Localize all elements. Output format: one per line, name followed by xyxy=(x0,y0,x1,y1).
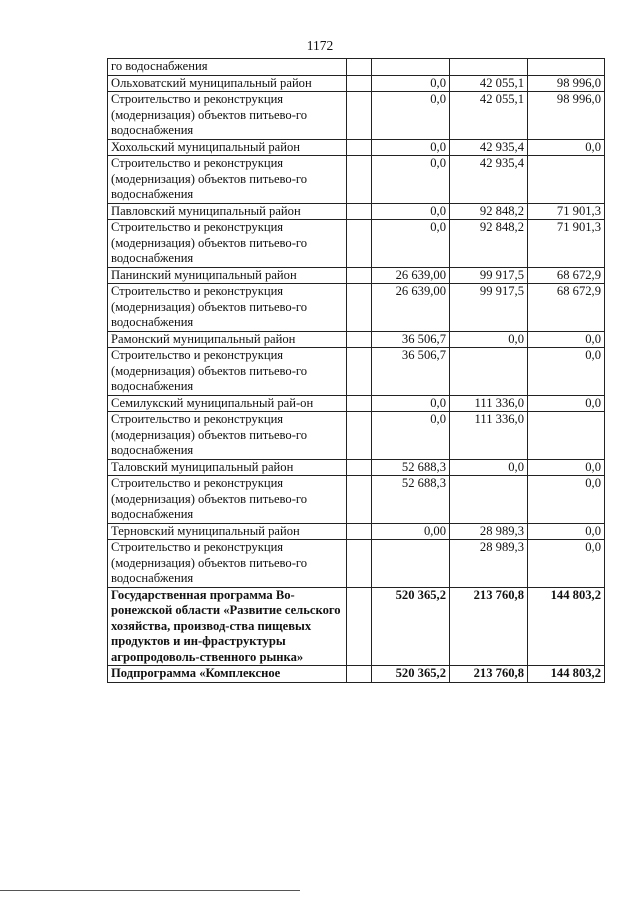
row-value-2-cell: 42 055,1 xyxy=(450,92,528,140)
row-name-cell: го водоснабжения xyxy=(108,59,347,76)
row-value-3-cell xyxy=(528,412,605,460)
row-value-3-cell: 71 901,3 xyxy=(528,203,605,220)
row-value-1-cell: 0,0 xyxy=(372,92,450,140)
row-value-3-cell: 0,0 xyxy=(528,476,605,524)
row-name-cell: Хохольский муниципальный район xyxy=(108,139,347,156)
row-value-3-cell: 98 996,0 xyxy=(528,92,605,140)
row-empty-cell xyxy=(347,476,372,524)
row-value-2-cell: 28 989,3 xyxy=(450,523,528,540)
row-value-2-cell xyxy=(450,348,528,396)
row-value-1-cell: 0,0 xyxy=(372,395,450,412)
row-value-2-cell xyxy=(450,476,528,524)
row-value-2-cell: 42 935,4 xyxy=(450,139,528,156)
row-value-1-cell: 520 365,2 xyxy=(372,587,450,666)
table-row xyxy=(108,59,605,76)
row-empty-cell xyxy=(347,412,372,460)
row-name-cell: Строительство и реконструкция (модернизация) объектов питьево-го водоснабжения xyxy=(108,476,347,524)
row-value-2-cell: 111 336,0 xyxy=(450,412,528,460)
row-value-3-cell: 0,0 xyxy=(528,139,605,156)
table-row xyxy=(108,139,605,156)
row-value-2-cell: 92 848,2 xyxy=(450,220,528,268)
table-row xyxy=(108,331,605,348)
row-empty-cell xyxy=(347,395,372,412)
row-name-cell: Ольховатский муниципальный район xyxy=(108,75,347,92)
row-name-cell: Рамонский муниципальный район xyxy=(108,331,347,348)
row-value-2-cell: 0,0 xyxy=(450,459,528,476)
row-value-3-cell: 0,0 xyxy=(528,459,605,476)
row-name-cell: Строительство и реконструкция (модернизация) объектов питьево-го водоснабжения xyxy=(108,156,347,204)
row-value-3-cell xyxy=(528,59,605,76)
row-value-1-cell: 0,0 xyxy=(372,139,450,156)
row-value-2-cell: 213 760,8 xyxy=(450,666,528,683)
row-value-2-cell xyxy=(450,59,528,76)
table-row xyxy=(108,587,605,666)
row-empty-cell xyxy=(347,284,372,332)
row-value-2-cell: 213 760,8 xyxy=(450,587,528,666)
row-name-cell: Строительство и реконструкция (модернизация) объектов питьево-го водоснабжения xyxy=(108,220,347,268)
row-value-1-cell: 0,0 xyxy=(372,412,450,460)
row-empty-cell xyxy=(347,348,372,396)
table-row xyxy=(108,348,605,396)
row-value-2-cell: 42 935,4 xyxy=(450,156,528,204)
row-value-3-cell: 0,0 xyxy=(528,540,605,588)
row-value-1-cell: 0,0 xyxy=(372,75,450,92)
row-value-2-cell: 0,0 xyxy=(450,331,528,348)
row-value-2-cell: 42 055,1 xyxy=(450,75,528,92)
row-name-cell: Таловский муниципальный район xyxy=(108,459,347,476)
row-empty-cell xyxy=(347,331,372,348)
table-row xyxy=(108,395,605,412)
row-value-1-cell: 0,0 xyxy=(372,220,450,268)
table-row xyxy=(108,75,605,92)
footer-rule xyxy=(0,890,300,891)
row-name-cell: Строительство и реконструкция (модернизация) объектов питьево-го водоснабжения xyxy=(108,412,347,460)
row-value-1-cell xyxy=(372,59,450,76)
row-value-3-cell: 68 672,9 xyxy=(528,267,605,284)
row-empty-cell xyxy=(347,267,372,284)
row-empty-cell xyxy=(347,203,372,220)
row-value-1-cell: 0,0 xyxy=(372,203,450,220)
row-value-3-cell: 0,0 xyxy=(528,523,605,540)
row-value-1-cell: 0,0 xyxy=(372,156,450,204)
row-name-cell: Государственная программа Во-ронежской области «Развитие сельского хозяйства, производ-ства пищевых продуктов и ин-фраструктуры агропродоволь-ственного рынка» xyxy=(108,587,347,666)
row-value-3-cell: 98 996,0 xyxy=(528,75,605,92)
row-value-1-cell xyxy=(372,540,450,588)
row-value-1-cell: 52 688,3 xyxy=(372,459,450,476)
table-row xyxy=(108,156,605,204)
row-value-3-cell: 0,0 xyxy=(528,331,605,348)
row-empty-cell xyxy=(347,75,372,92)
row-value-1-cell: 36 506,7 xyxy=(372,331,450,348)
row-value-1-cell: 36 506,7 xyxy=(372,348,450,396)
row-value-2-cell: 28 989,3 xyxy=(450,540,528,588)
row-name-cell: Строительство и реконструкция (модернизация) объектов питьево-го водоснабжения xyxy=(108,348,347,396)
row-value-2-cell: 99 917,5 xyxy=(450,284,528,332)
row-value-2-cell: 111 336,0 xyxy=(450,395,528,412)
row-name-cell: Строительство и реконструкция (модернизация) объектов питьево-го водоснабжения xyxy=(108,92,347,140)
page-number: 1172 xyxy=(306,38,334,53)
row-name-cell: Подпрограмма «Комплексное xyxy=(108,666,347,683)
table-row xyxy=(108,203,605,220)
row-empty-cell xyxy=(347,156,372,204)
row-empty-cell xyxy=(347,92,372,140)
row-value-3-cell xyxy=(528,156,605,204)
table-row xyxy=(108,92,605,140)
row-value-1-cell: 520 365,2 xyxy=(372,666,450,683)
row-value-1-cell: 52 688,3 xyxy=(372,476,450,524)
row-empty-cell xyxy=(347,220,372,268)
row-empty-cell xyxy=(347,540,372,588)
table-row xyxy=(108,666,605,683)
row-value-3-cell: 144 803,2 xyxy=(528,587,605,666)
row-name-cell: Строительство и реконструкция (модернизация) объектов питьево-го водоснабжения xyxy=(108,284,347,332)
table-row xyxy=(108,540,605,588)
row-value-3-cell: 71 901,3 xyxy=(528,220,605,268)
table-row xyxy=(108,459,605,476)
row-name-cell: Терновский муниципальный район xyxy=(108,523,347,540)
row-value-1-cell: 26 639,00 xyxy=(372,284,450,332)
row-name-cell: Павловский муниципальный район xyxy=(108,203,347,220)
row-value-3-cell: 0,0 xyxy=(528,395,605,412)
row-name-cell: Семилукский муниципальный рай-он xyxy=(108,395,347,412)
row-value-3-cell: 68 672,9 xyxy=(528,284,605,332)
row-value-2-cell: 92 848,2 xyxy=(450,203,528,220)
row-empty-cell xyxy=(347,459,372,476)
row-empty-cell xyxy=(347,139,372,156)
row-empty-cell xyxy=(347,587,372,666)
row-value-1-cell: 26 639,00 xyxy=(372,267,450,284)
row-empty-cell xyxy=(347,523,372,540)
table-row xyxy=(108,523,605,540)
row-value-3-cell: 0,0 xyxy=(528,348,605,396)
row-empty-cell xyxy=(347,59,372,76)
row-value-2-cell: 99 917,5 xyxy=(450,267,528,284)
row-name-cell: Панинский муниципальный район xyxy=(108,267,347,284)
row-value-3-cell: 144 803,2 xyxy=(528,666,605,683)
row-empty-cell xyxy=(347,666,372,683)
budget-table xyxy=(107,58,605,683)
table-row xyxy=(108,284,605,332)
row-name-cell: Строительство и реконструкция (модернизация) объектов питьево-го водоснабжения xyxy=(108,540,347,588)
row-value-1-cell: 0,00 xyxy=(372,523,450,540)
table-row xyxy=(108,412,605,460)
table-row xyxy=(108,220,605,268)
table-row xyxy=(108,476,605,524)
table-row xyxy=(108,267,605,284)
table-body xyxy=(108,59,605,683)
